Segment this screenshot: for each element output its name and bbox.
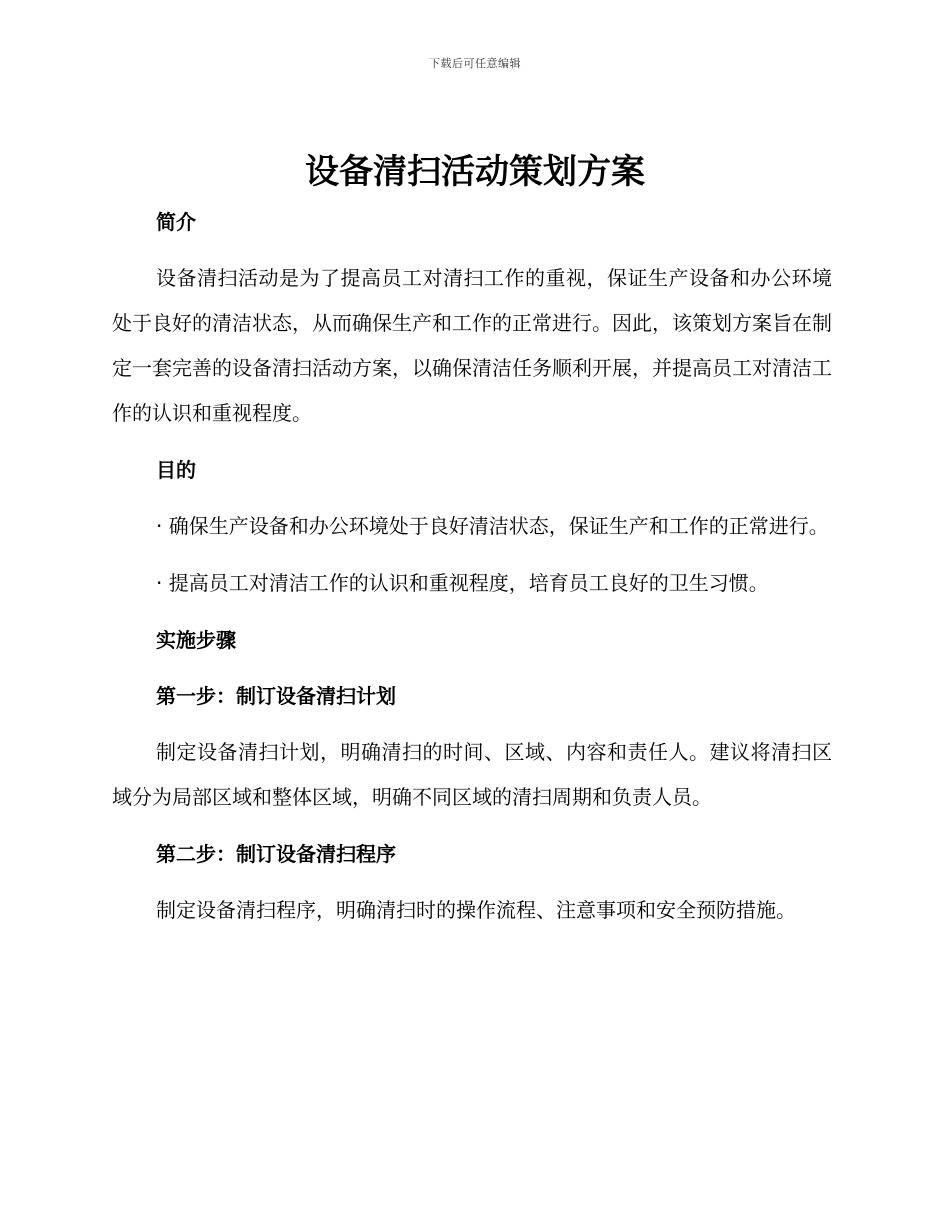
header-note: 下载后可任意编辑 bbox=[429, 57, 521, 70]
section-heading-steps: 实施步骤 bbox=[156, 628, 236, 652]
intro-paragraph: 设备清扫活动是为了提高员工对清扫工作的重视，保证生产设备和办公环境处于良好的清洁状态，从而确保生产和工作的正常进行。因此，该策划方案旨在制定一套完善的设备清扫活动方案，以确保清洁任务顺利开展，并提高员工对清洁工作的认识和重视程度。 bbox=[112, 266, 832, 425]
step-heading-2: 第二步：制订设备清扫程序 bbox=[156, 842, 396, 866]
purpose-item: · 提高员工对清洁工作的认识和重视程度，培育员工良好的卫生习惯。 bbox=[156, 571, 769, 595]
section-heading-intro: 简介 bbox=[156, 210, 196, 234]
step-paragraph-2: 制定设备清扫程序，明确清扫时的操作流程、注意事项和安全预防措施。 bbox=[156, 898, 796, 922]
document-body bbox=[112, 200, 832, 933]
step-paragraph-1: 制定设备清扫计划，明确清扫的时间、区域、内容和责任人。建议将清扫区域分为局部区域和整体区域，明确不同区域的清扫周期和负责人员。 bbox=[112, 740, 832, 809]
document-title: 设备清扫活动策划方案 bbox=[305, 152, 645, 192]
section-heading-purpose: 目的 bbox=[156, 458, 196, 482]
step-heading-1: 第一步：制订设备清扫计划 bbox=[156, 684, 396, 708]
purpose-item: · 确保生产设备和办公环境处于良好清洁状态，保证生产和工作的正常进行。 bbox=[156, 514, 829, 538]
